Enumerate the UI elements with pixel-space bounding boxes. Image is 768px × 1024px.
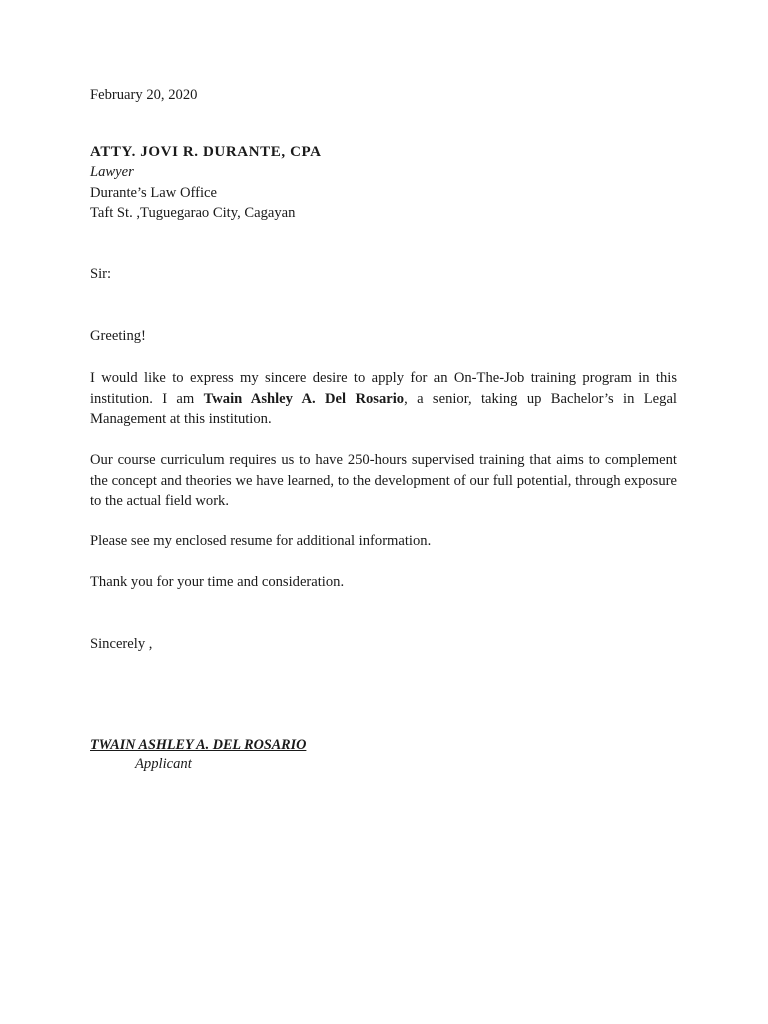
paragraph-thanks: Thank you for your time and consideration. bbox=[90, 574, 345, 590]
greeting: Greeting! bbox=[90, 328, 146, 344]
paragraph-intro-end: , a senior, taking up Bachelor’s in Legal Management at this institution. bbox=[90, 390, 677, 427]
paragraph-resume: Please see my enclosed resume for additional information. bbox=[90, 533, 432, 549]
paragraph-intro-start: I would like to express my sincere desire to apply for an On-The-Job training program in this institution. I am bbox=[90, 370, 677, 407]
recipient-address: Taft St. ,Tuguegarao City, Cagayan bbox=[90, 205, 296, 221]
signature-title: Applicant bbox=[135, 756, 192, 772]
letter-date: February 20, 2020 bbox=[90, 87, 198, 103]
paragraph-intro bbox=[90, 368, 677, 430]
recipient-office: Durante’s Law Office bbox=[90, 185, 217, 201]
applicant-name-inline: Twain Ashley A. Del Rosario bbox=[203, 390, 405, 407]
closing: Sincerely , bbox=[90, 636, 153, 652]
paragraph-curriculum: Our course curriculum requires us to have 250-hours supervised training that aims to complement the concept and theories we have learned, to the development of our full potential, through exposure to the actual field work. bbox=[90, 452, 677, 509]
salutation: Sir: bbox=[90, 266, 112, 282]
recipient-name: ATTY. JOVI R. DURANTE, CPA bbox=[90, 144, 322, 160]
recipient-title: Lawyer bbox=[90, 164, 134, 180]
signature-name: TWAIN ASHLEY A. DEL ROSARIO bbox=[90, 737, 307, 753]
